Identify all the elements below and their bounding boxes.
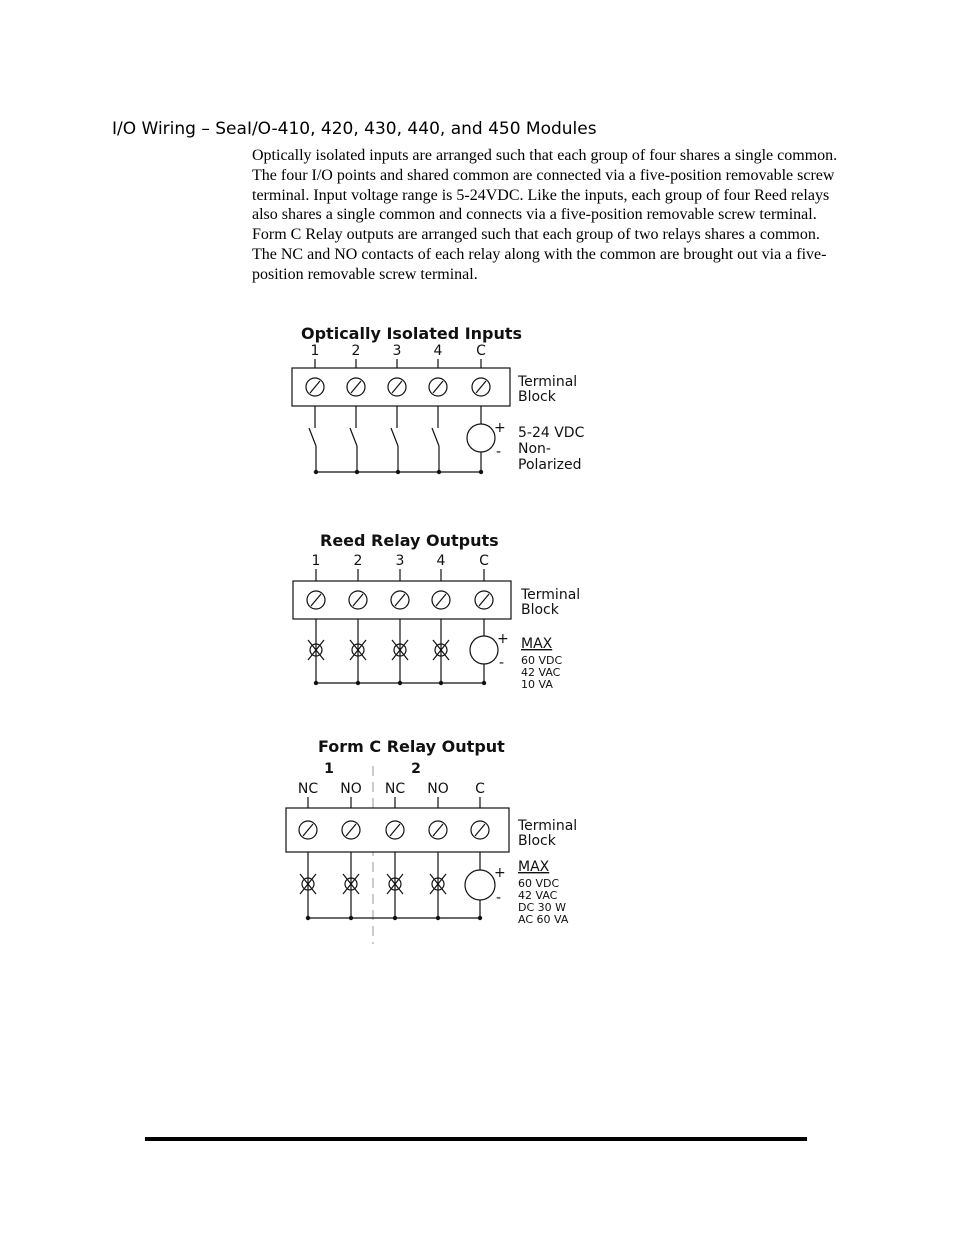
formc-spec: 42 VAC xyxy=(518,889,558,902)
formc-pin-label: NO xyxy=(427,781,449,797)
load-icon xyxy=(465,870,495,900)
optical-pin-label: 1 xyxy=(310,343,320,359)
optical-inputs-diagram xyxy=(292,324,585,474)
optical-terminal-label: Block xyxy=(518,389,556,405)
voltage-source-icon xyxy=(467,424,495,452)
relay-contact-icon xyxy=(308,619,449,683)
formc-spec: AC 60 VA xyxy=(518,913,569,926)
formc-spec: DC 30 W xyxy=(518,901,567,914)
optical-pin-label: 4 xyxy=(433,343,443,359)
reed-title: Reed Relay Outputs xyxy=(320,531,499,550)
reed-relay-diagram xyxy=(293,531,580,691)
reed-pin-label: 4 xyxy=(436,553,446,569)
reed-terminal-label: Terminal xyxy=(521,587,581,603)
optical-spec: Polarized xyxy=(518,457,582,473)
reed-pin-label: 3 xyxy=(395,553,405,569)
formc-spec: 60 VDC xyxy=(518,877,560,890)
section-heading: I/O Wiring – SeaI/O-410, 420, 430, 440, and 450 Modules xyxy=(112,119,597,139)
formc-pin-label: NC xyxy=(297,781,319,797)
optical-terminal-label: Terminal xyxy=(518,374,578,390)
optical-minus: - xyxy=(496,444,502,460)
formc-pin-label: C xyxy=(475,781,485,797)
load-icon xyxy=(470,636,498,664)
formc-minus: - xyxy=(496,890,502,906)
reed-plus: + xyxy=(497,631,509,647)
optical-plus: + xyxy=(494,420,506,436)
formc-terminal-label: Block xyxy=(518,833,556,849)
reed-max-label: MAX xyxy=(521,636,553,652)
optical-title: Optically Isolated Inputs xyxy=(301,324,523,343)
optical-pin-label: 3 xyxy=(392,343,402,359)
reed-terminal-block xyxy=(293,581,511,619)
description-paragraph: Optically isolated inputs are arranged such that each group of four shares a single common. The four I/O points and shared common are connected via a five-position removable screw terminal. Input voltage range is 5-24VDC. Like the inputs, each group of four Reed relays also shares a single common and connects via a five-position removable screw terminal. Form C Relay outputs are arranged such that each group of two relays shares a common. The NC and NO contacts of each relay along with the common are brought out via a five-position removable screw terminal. xyxy=(252,147,838,283)
formc-pin-label: NC xyxy=(384,781,406,797)
optical-terminal-block xyxy=(292,368,510,406)
reed-minus: - xyxy=(499,655,505,671)
formc-terminal-block xyxy=(286,808,509,852)
optical-spec: Non- xyxy=(518,441,551,457)
optical-pin-label: C xyxy=(476,343,486,359)
reed-terminal-label: Block xyxy=(521,602,559,618)
optical-spec: 5-24 VDC xyxy=(518,425,585,441)
optical-pin-label: 2 xyxy=(351,343,361,359)
reed-pin-label: 1 xyxy=(311,553,321,569)
reed-spec: 10 VA xyxy=(521,678,553,691)
formc-pin-label: NO xyxy=(340,781,362,797)
reed-spec: 42 VAC xyxy=(521,666,561,679)
formc-plus: + xyxy=(494,865,506,881)
switch-icon xyxy=(309,406,439,472)
form-c-relay-diagram xyxy=(286,737,577,944)
formc-title: Form C Relay Output xyxy=(318,737,505,756)
formc-group-label: 2 xyxy=(411,761,421,777)
reed-pin-label: 2 xyxy=(353,553,363,569)
formc-group-label: 1 xyxy=(324,761,334,777)
formc-max-label: MAX xyxy=(518,859,550,875)
footer-rule xyxy=(145,1137,807,1141)
formc-terminal-label: Terminal xyxy=(518,818,578,834)
reed-pin-label: C xyxy=(479,553,489,569)
reed-spec: 60 VDC xyxy=(521,654,563,667)
